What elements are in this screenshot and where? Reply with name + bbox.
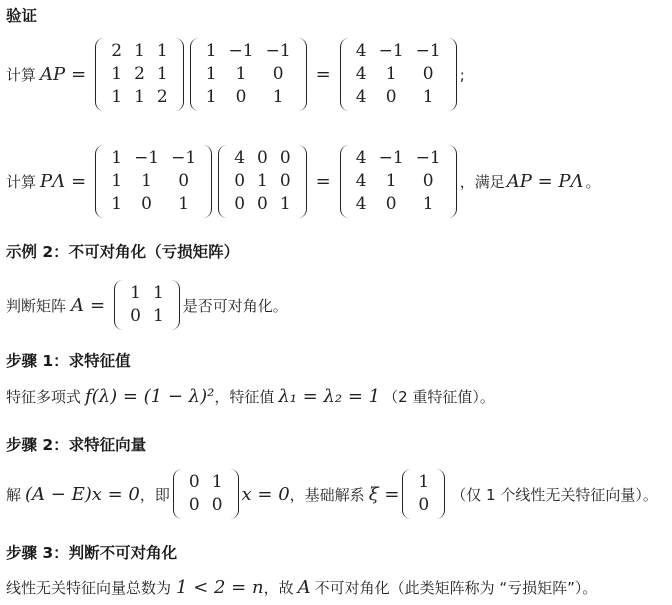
char-poly-expr: f(λ) = (1 − λ)² (85, 386, 215, 407)
matrix-entry: 1 (111, 87, 123, 107)
step2-heading: 步骤 2：求特征向量 (6, 436, 147, 454)
matrix-entry: −1 (415, 41, 441, 61)
matrix-entry: 2 (156, 87, 168, 107)
matrix-entry: 4 (234, 148, 246, 168)
multiplicity-note: （2 重特征值）。 (383, 388, 495, 406)
matrix-entry: 1 (422, 194, 434, 214)
judge-question: 是否可对角化。 (182, 296, 288, 315)
matrix-entry: 1 (152, 306, 164, 326)
matrix-entry: 1 (111, 171, 123, 191)
step2-line (6, 469, 658, 519)
matrix-entry: 1 (156, 41, 168, 61)
eigenvector (402, 469, 445, 519)
matrix-entry: −1 (415, 148, 441, 168)
matrix-entry: −1 (265, 41, 291, 61)
matrix-entry: 4 (355, 87, 367, 107)
matrix-entry: 0 (130, 306, 141, 326)
matrix-entry: 1 (385, 171, 397, 191)
matrix-entry: 0 (422, 64, 434, 84)
example2-heading: 示例 2：不可对角化（亏损矩阵） (6, 243, 240, 261)
judge-line (6, 280, 288, 330)
system-expr: (A − E)x = 0 (25, 483, 140, 505)
matrix-entry: 1 (422, 87, 434, 107)
matrix-entry: 1 (134, 87, 145, 107)
matrix-entry: 4 (355, 171, 367, 191)
matrix-entry: 1 (152, 283, 164, 303)
matrix-entry: 0 (188, 495, 200, 515)
line-end: ; (459, 65, 465, 84)
compute-label: 计算 (6, 173, 37, 191)
matrix-entry: 0 (188, 472, 200, 492)
count-label: 线性无关特征向量总数为 (6, 579, 172, 597)
matrix-entry: 1 (257, 171, 268, 191)
matrix-var-a: A (71, 294, 85, 316)
eigenvalue-expr: λ₁ = λ₂ = 1 (278, 386, 381, 407)
ap-computation (6, 38, 465, 111)
matrix-entry: 1 (178, 194, 190, 214)
equals-sign: = (71, 171, 87, 192)
matrix-entry: 0 (178, 171, 190, 191)
matrix-entry: 4 (355, 64, 367, 84)
coefficient-matrix (173, 469, 239, 519)
satisfies-label: ，满足 (459, 173, 505, 191)
matrix-plambda-result (340, 145, 457, 218)
matrix-entry: 1 (205, 64, 217, 84)
matrix-p (95, 145, 212, 218)
matrix-entry: 4 (355, 148, 367, 168)
equals-sign: = (90, 294, 106, 316)
matrix-var-a: A (297, 577, 311, 598)
judge-label: 判断矩阵 (6, 296, 67, 315)
matrix-entry: −1 (228, 41, 254, 61)
equals-sign: = (315, 171, 331, 192)
matrix-entry: 0 (235, 87, 247, 107)
matrix-entry: 0 (279, 171, 291, 191)
char-poly-label: 特征多项式 (6, 388, 82, 406)
matrix-entry: 2 (111, 41, 123, 61)
matrix-entry: 0 (422, 171, 434, 191)
equals-sign: = (71, 64, 87, 85)
inequality-expr: 1 < 2 = n (176, 577, 264, 598)
single-vector-note: （仅 1 个线性无关特征向量）。 (451, 485, 658, 504)
matrix-entry: 1 (279, 194, 291, 214)
matrix-entry: 1 (385, 64, 397, 84)
eigenvalue-label: ，特征值 (214, 388, 275, 406)
matrix-entry: 0 (234, 171, 246, 191)
matrix-entry: 1 (130, 283, 141, 303)
matrix-entry: 1 (156, 64, 168, 84)
matrix-entry: 2 (134, 64, 145, 84)
matrix-ap-result (340, 38, 457, 111)
plambda-computation (6, 145, 601, 218)
equals-sign: = (315, 64, 331, 85)
matrix-entry: 0 (257, 148, 268, 168)
matrix-entry: 0 (272, 64, 284, 84)
matrix-p (190, 38, 307, 111)
matrix-entry: 1 (211, 472, 223, 492)
matrix-entry: 0 (141, 194, 152, 214)
compute-label: 计算 (6, 66, 37, 84)
step3-line (6, 577, 597, 598)
matrix-entry: −1 (378, 41, 404, 61)
step1-heading: 步骤 1：求特征值 (6, 352, 131, 370)
solve-label: 解 (6, 485, 22, 504)
matrix-entry: 0 (279, 148, 291, 168)
basis-label: ，基础解系 (289, 485, 365, 504)
x-equals-zero: x = 0 (241, 483, 290, 505)
matrix-a (95, 38, 183, 111)
matrix-entry: 0 (418, 495, 430, 515)
matrix-entry: 1 (111, 194, 123, 214)
matrix-entry: 0 (234, 194, 246, 214)
lhs-plambda: PΛ (40, 171, 66, 192)
matrix-entry: 0 (385, 194, 397, 214)
matrix-entry: 0 (257, 194, 268, 214)
line-end: 。 (585, 173, 601, 191)
matrix-entry: 1 (111, 148, 123, 168)
matrix-entry: 1 (134, 41, 145, 61)
matrix-entry: 1 (235, 64, 247, 84)
therefore-label: ，故 (263, 579, 294, 597)
matrix-entry: 1 (418, 472, 430, 492)
step3-heading: 步骤 3：判断不可对角化 (6, 544, 178, 562)
verify-heading: 验证 (6, 7, 38, 25)
namely-label: ，即 (139, 485, 170, 504)
matrix-a-2x2 (114, 280, 180, 330)
matrix-entry: 4 (355, 41, 367, 61)
matrix-entry: −1 (134, 148, 160, 168)
lhs-ap: AP (40, 64, 66, 85)
matrix-entry: 1 (111, 64, 123, 84)
matrix-entry: 1 (205, 87, 217, 107)
matrix-lambda (218, 145, 306, 218)
conclusion-text: 不可对角化（此类矩阵称为 “亏损矩阵”）。 (314, 579, 598, 597)
xi-equals: ξ = (368, 483, 400, 505)
matrix-entry: 0 (385, 87, 397, 107)
ap-equals-plambda: AP = PΛ (506, 171, 584, 192)
matrix-entry: −1 (171, 148, 197, 168)
matrix-entry: 1 (141, 171, 152, 191)
step1-line (6, 386, 495, 407)
matrix-entry: 0 (211, 495, 223, 515)
matrix-entry: −1 (378, 148, 404, 168)
matrix-entry: 4 (355, 194, 367, 214)
matrix-entry: 1 (272, 87, 284, 107)
matrix-entry: 1 (205, 41, 217, 61)
